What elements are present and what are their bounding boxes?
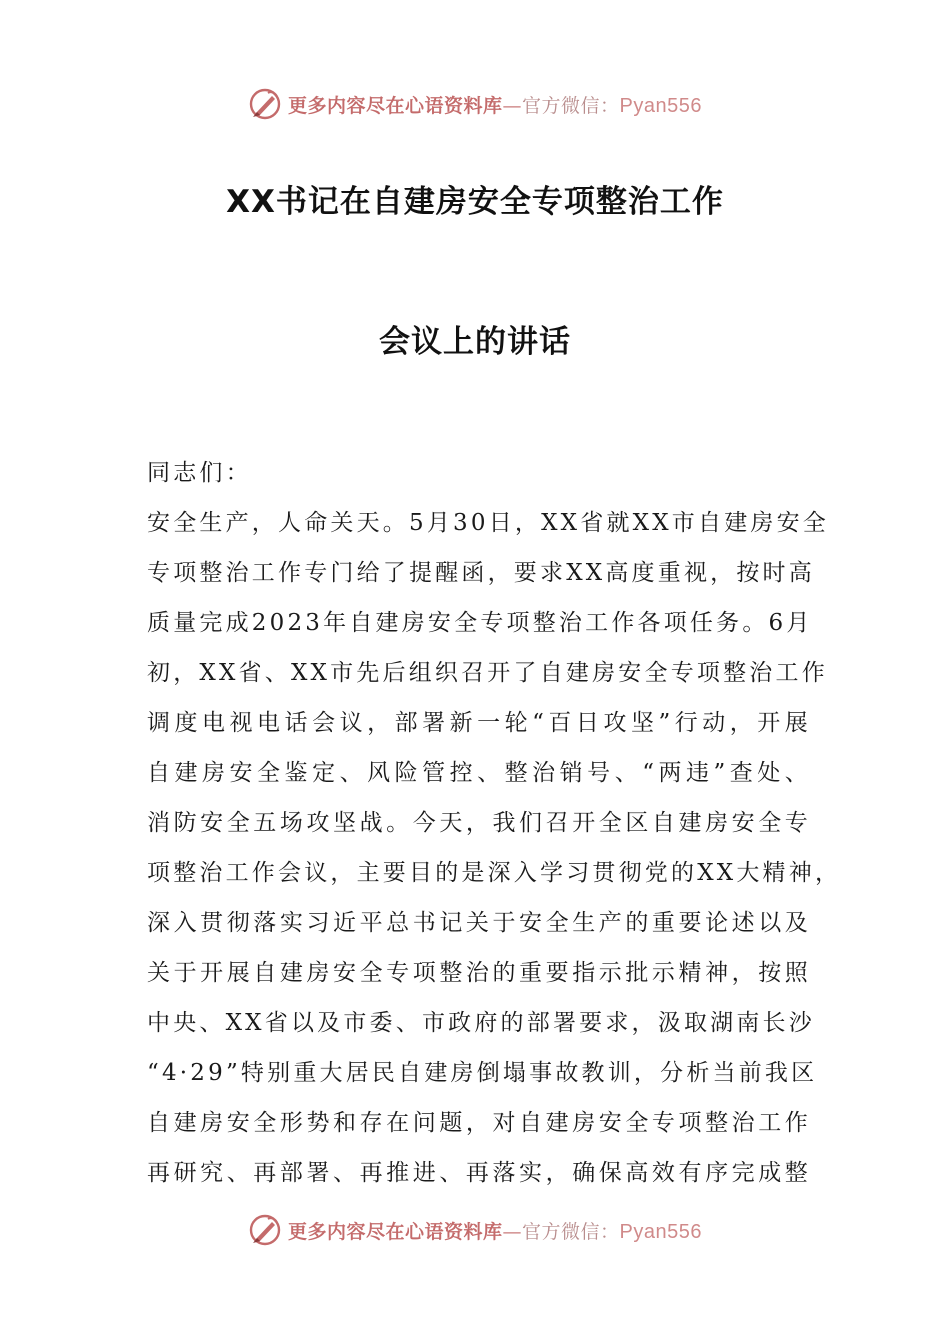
body-line: 安全生产，人命关天。5月30日，XX省就XX市自建房安全 [147, 510, 829, 536]
watermark-official-label: 官方微信： [522, 1220, 620, 1243]
body-line: 初，XX省、XX市先后组织召开了自建房安全专项整治工作 [147, 660, 828, 686]
document-title-line-2: 会议上的讲话 [379, 324, 571, 360]
body-line: 质量完成2023年自建房安全专项整治工作各项任务。6月 [147, 610, 813, 636]
body-line: 自建房安全鉴定、风险管控、整治销号、“两违”查处、 [147, 760, 811, 786]
watermark-text [288, 91, 702, 118]
pen-circle-logo-icon [248, 87, 282, 121]
watermark-wechat-id: Pyan556 [619, 1220, 702, 1243]
body-line: 自建房安全形势和存在问题，对自建房安全专项整治工作 [147, 1110, 811, 1136]
watermark-brand: 更多内容尽在心语资料库 [288, 1220, 503, 1243]
watermark-official-label: 官方微信： [522, 94, 620, 117]
watermark-brand: 更多内容尽在心语资料库 [288, 94, 503, 117]
salutation: 同志们： [147, 460, 252, 486]
footer-watermark [0, 1210, 950, 1250]
body-line: 消防安全五场攻坚战。今天，我们召开全区自建房安全专 [147, 810, 811, 836]
watermark-dash: — [502, 94, 523, 117]
body-line: 深入贯彻落实习近平总书记关于安全生产的重要论述以及 [147, 910, 811, 936]
watermark-wechat-id: Pyan556 [619, 94, 702, 117]
document-title-line-1: XX书记在自建房安全专项整治工作 [226, 184, 724, 220]
watermark-dash: — [502, 1220, 523, 1243]
body-line: 关于开展自建房安全专项整治的重要指示批示精神，按照 [147, 960, 811, 986]
watermark-text [288, 1217, 702, 1244]
body-line: 项整治工作会议，主要目的是深入学习贯彻党的XX大精神， [147, 860, 842, 886]
header-watermark [0, 84, 950, 124]
body-line: 调度电视电话会议，部署新一轮“百日攻坚”行动，开展 [147, 710, 811, 736]
body-line: “4·29”特别重大居民自建房倒塌事故教训，分析当前我区 [147, 1060, 818, 1086]
body-line: 专项整治工作专门给了提醒函，要求XX高度重视，按时高 [147, 560, 815, 586]
document-body [147, 448, 842, 1198]
pen-circle-logo-icon [248, 1213, 282, 1247]
body-line: 再研究、再部署、再推进、再落实，确保高效有序完成整 [147, 1160, 811, 1186]
body-line: 中央、XX省以及市委、市政府的部署要求，汲取湖南长沙 [147, 1010, 815, 1036]
